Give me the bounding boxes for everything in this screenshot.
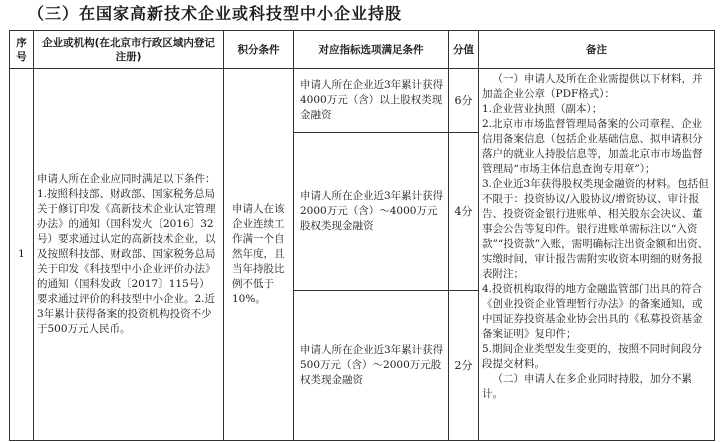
table-row (10, 69, 715, 133)
header-seq: 序号 (10, 31, 34, 69)
header-points-condition: 积分条件 (224, 31, 294, 69)
notes-line: 1.企业营业执照（副本）； (482, 103, 603, 115)
notes-line: 3.企业近3年获得股权类现金融资的材料。包括但不限于：投资协议/入股协议/增资协议、审计报告、投资资金银行进账单、相关股东会决议、董事会公告等复印件。银行进账单需标注以“入资款”“投资款”入账，需明确标注出资金额和出资、实缴时间，审计报告需附实收资本明细的财务报表附注； (482, 178, 709, 280)
table-header-row (10, 31, 715, 69)
header-option-condition: 对应指标选项满足条件 (294, 31, 449, 69)
policy-table (9, 30, 715, 441)
notes-cell (479, 69, 715, 441)
notes-line: 2.北京市市场监督管理局备案的公司章程、企业信用备案信息（包括企业基础信息、拟申请积分落户的就业人持股信息等，加盖北京市市场监督管理局“市场主体信息查询专用章”）； (482, 118, 703, 175)
row-seq: 1 (10, 69, 34, 441)
notes-line: （二）申请人在多企业同时持股，加分不累计。 (482, 373, 692, 400)
header-notes: 备注 (479, 31, 715, 69)
option-score-2: 4分 (449, 133, 479, 291)
option-score-1: 6分 (449, 69, 479, 133)
points-condition: 申请人在该企业连续工作满一个自然年度，且当年持股比例不低于10%。 (224, 69, 294, 441)
option-condition-2: 申请人所在企业近3年累计获得2000万元（含）～4000万元股权类现金融资 (294, 133, 449, 291)
option-score-3: 2分 (449, 291, 479, 441)
header-company: 企业或机构(在北京市行政区域内登记注册) (34, 31, 224, 69)
notes-line: （一）申请人及所在企业需提供以下材料，并加盖企业公章（PDF格式）： (482, 73, 703, 100)
notes-line: 5.期间企业类型发生变更的，按照不同时间段分段提交材料。 (482, 343, 703, 370)
section-title: （三）在国家高新技术企业或科技型中小企业持股 (28, 4, 403, 23)
company-requirements: 申请人所在企业应同时满足以下条件：1.按照科技部、财政部、国家税务总局关于修订印发《高新技术企业认定管理办法》的通知（国科发火〔2016〕32号）要求通过认定的高新技术企业，以及按照科技部、财政部、国家税务总局关于印发《科技型中小企业评价办法》的通知（国科发政〔2017〕115号）要求通过评价的科技型中小企业。2.近3年累计获得备案的投资机构投资不少于500万元人民币。 (34, 69, 224, 441)
notes-line: 4.投资机构取得的地方金融监管部门出具的符合《创业投资企业管理暂行办法》的备案通知，或中国证券投资基金业协会出具的《私募投资基金备案证明》复印件； (482, 283, 703, 340)
header-score: 分值 (449, 31, 479, 69)
option-condition-1: 申请人所在企业近3年累计获得4000万元（含）以上股权类现金融资 (294, 69, 449, 133)
option-condition-3: 申请人所在企业近3年累计获得500万元（含）～2000万元股权类现金融资 (294, 291, 449, 441)
